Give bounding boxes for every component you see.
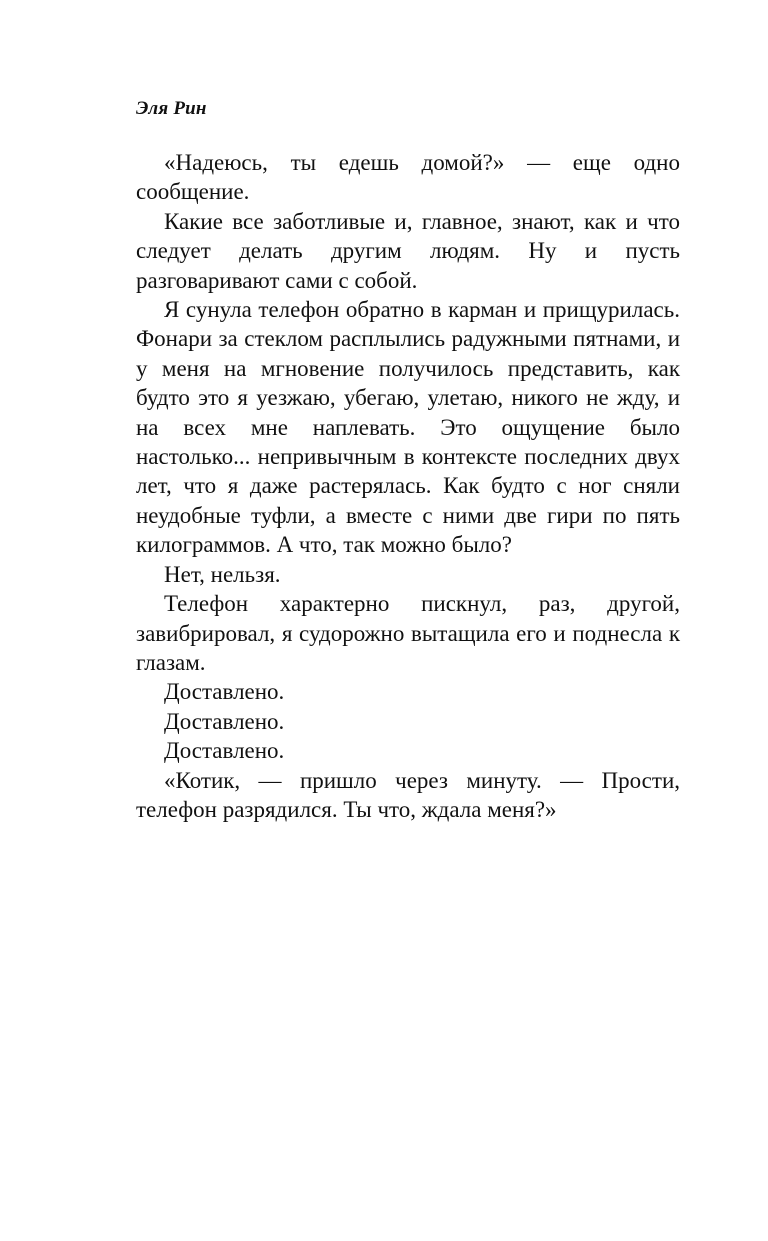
paragraph: Я сунула телефон обратно в карман и прищурилась. Фонари за стеклом расплылись радужными пятнами, и у меня на мгновение получилось представить, как будто это я уезжаю, убегаю, улетаю, никого не жду, и на всех мне наплевать. Это ощущение было настолько... непривычным в контексте последних двух лет, что я даже растерялась. Как будто с ног сняли неудобные туфли, а вместе с ними две гири по пять килограммов. А что, так можно было? [136,297,680,558]
paragraph: Доставлено. [164,679,285,705]
paragraph: «Надеюсь, ты едешь домой?» — еще одно сообщение. [136,150,680,205]
paragraph: «Котик, — пришло через минуту. — Прости, телефон разрядился. Ты что, ждала меня?» [136,767,680,822]
paragraph: Доставлено. [164,708,285,734]
paragraph: Нет, нельзя. [164,561,281,587]
body-text [136,148,680,824]
paragraph: Какие все заботливые и, главное, знают, как и что следует делать другим людям. Ну и пусть разговаривают сами с собой. [136,208,680,293]
paragraph: Телефон характерно пискнул, раз, другой, завибрировал, я судорожно вытащила его и поднесла к глазам. [136,591,680,675]
paragraph: Доставлено. [164,738,285,764]
running-header-author: Эля Рин [136,98,207,119]
